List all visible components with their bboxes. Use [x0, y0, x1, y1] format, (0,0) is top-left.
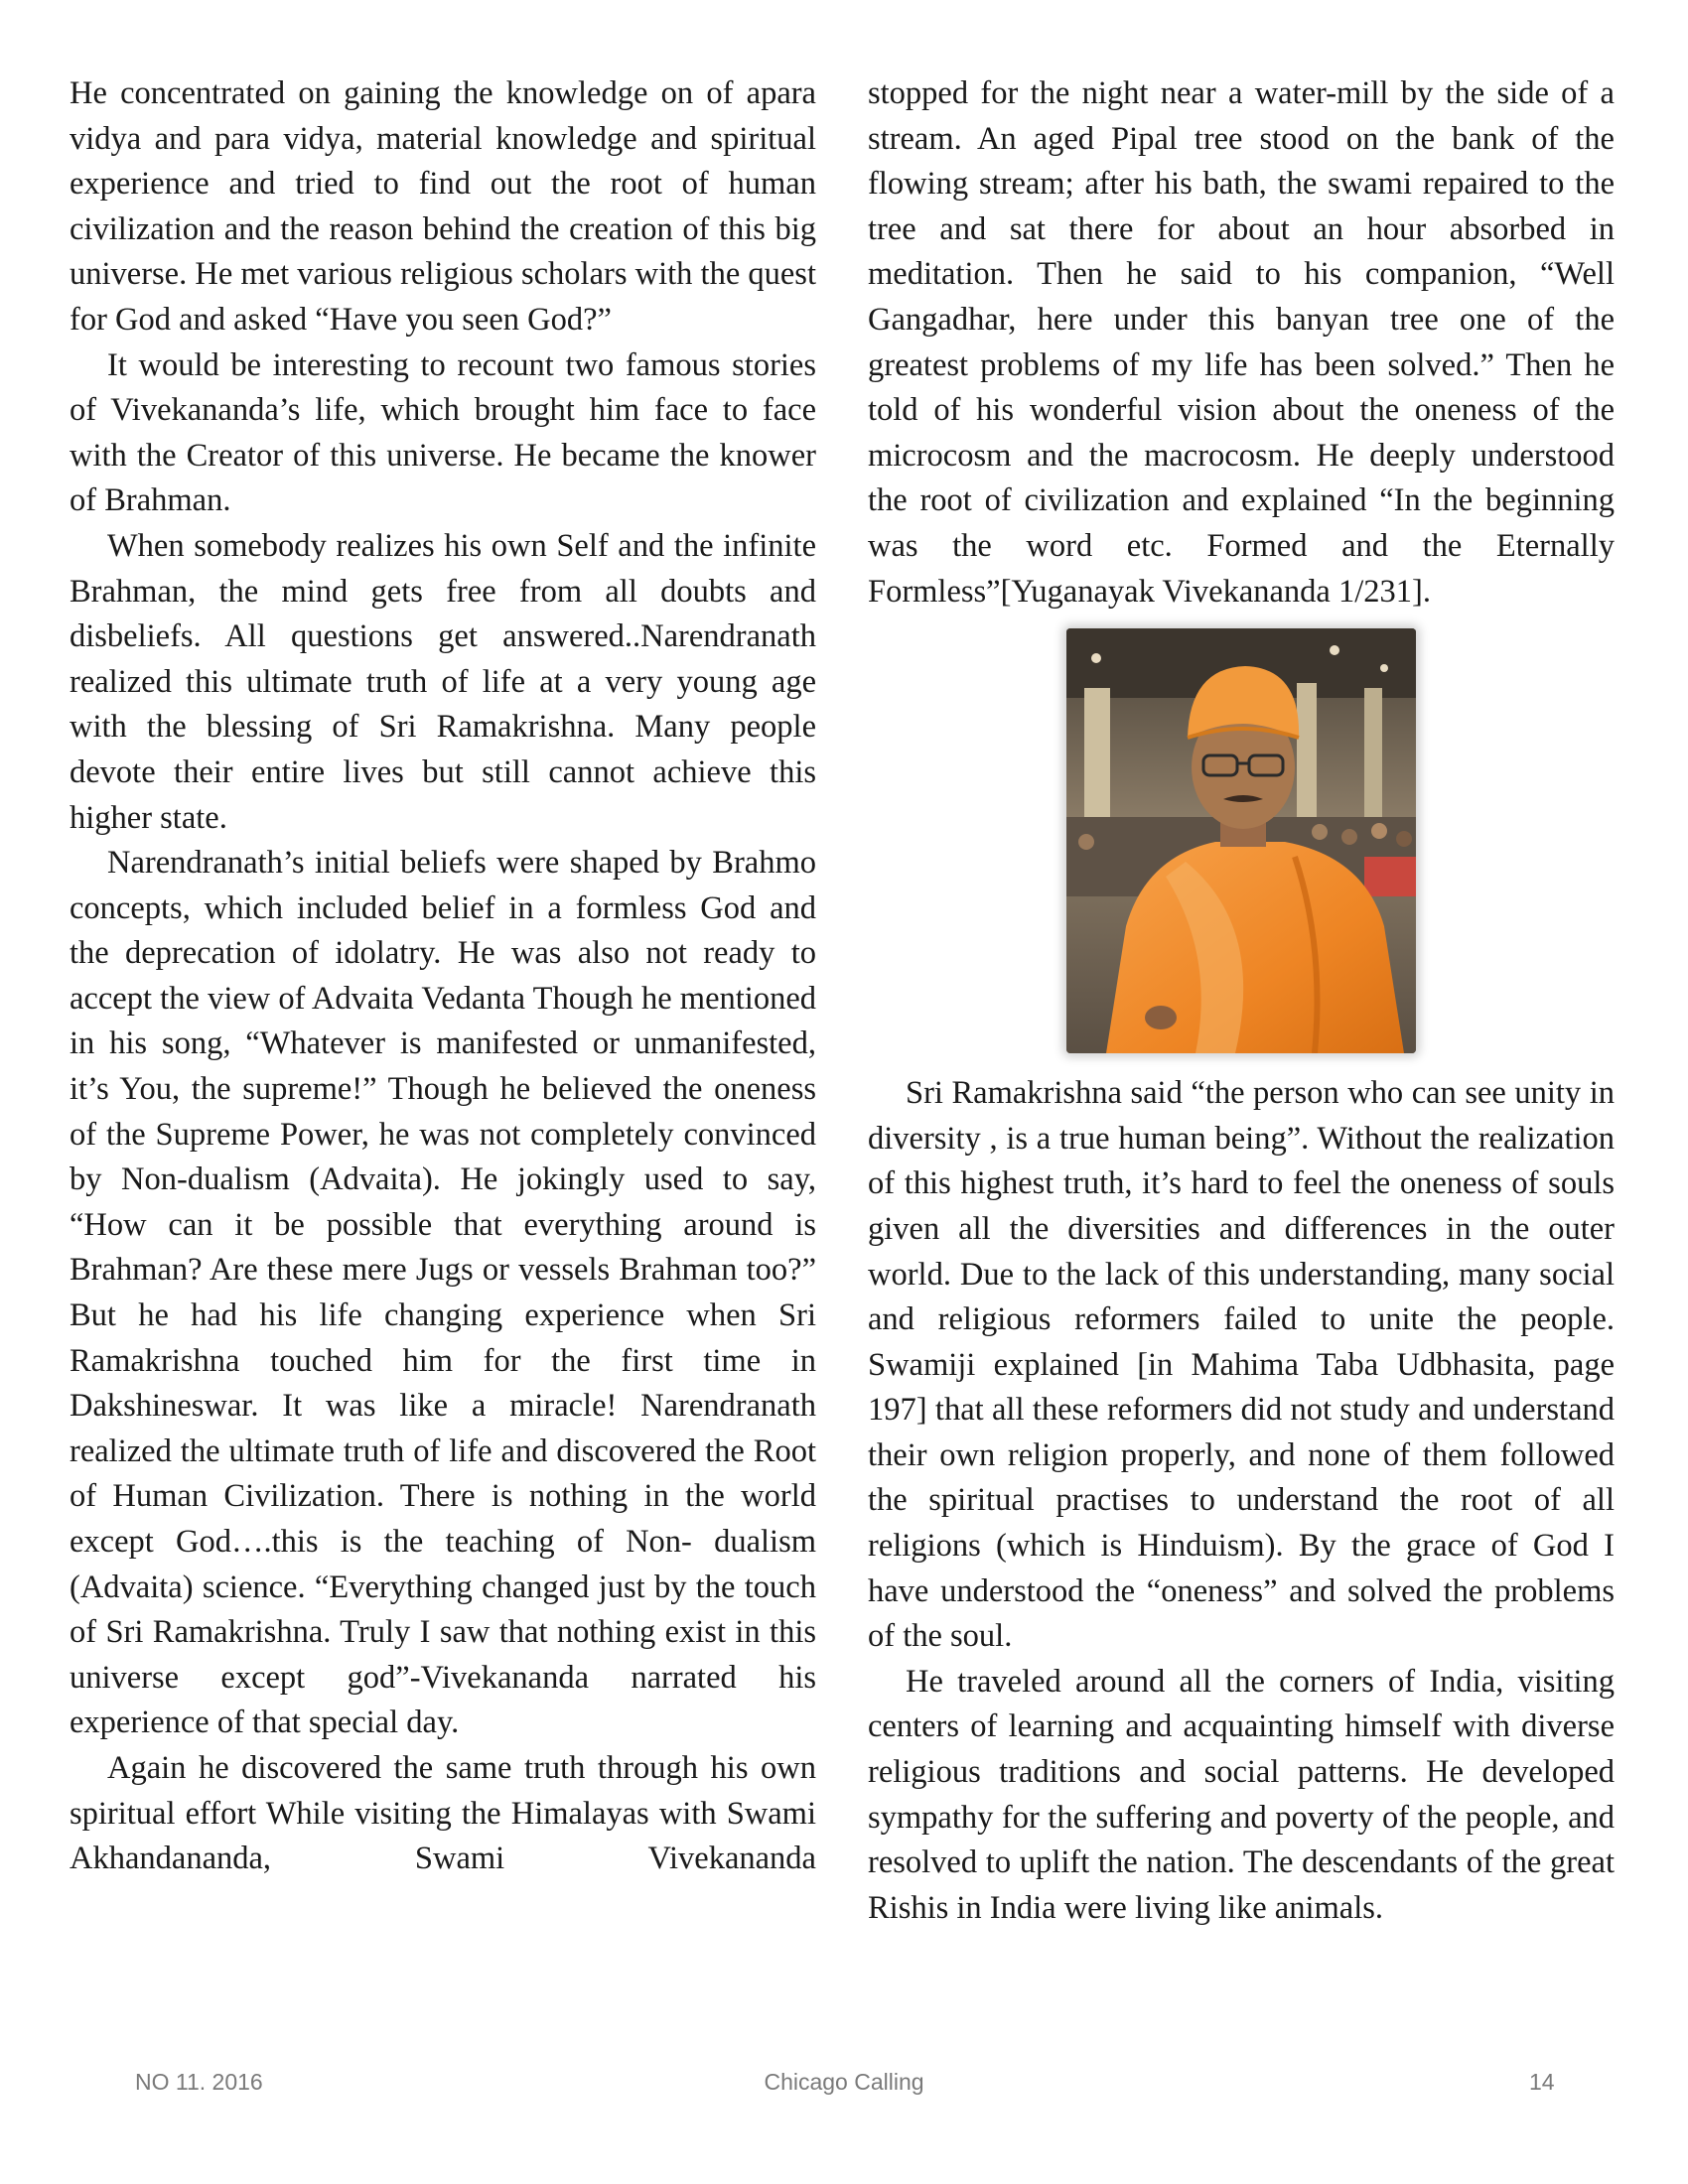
photo-illustration — [1066, 628, 1416, 1053]
paragraph: When somebody realizes his own Self and the infinite Brahman, the mind gets free from all doubts and disbeliefs. All questions get answered..Narendranath realized this ultimate truth of life at a very young age with the blessing of Sri Ramakrishna. Many people devote their entire lives but still cannot achieve this higher state. — [70, 527, 816, 836]
publication-name: Chicago Calling — [764, 2069, 924, 2095]
page-number: 14 — [1529, 2069, 1555, 2095]
paragraph: It would be interesting to recount two famous stories of Vivekananda’s life, which brought him face to face with the Creator of this universe. He became the knower of Brahman. — [70, 346, 816, 519]
paragraph: Narendranath’s initial beliefs were shaped by Brahmo concepts, which included belief in a formless God and the deprecation of idolatry. He was also not ready to accept the view of Advaita Vedanta Though he mentioned in his song, “Whatever is manifested or unmanifested, it’s You, the supreme!” Though he believed the oneness of the Supreme Power, he was not completely convinced by Non-dualism (Advaita). He jokingly used to say, “How can it be possible that everything around is Brahman? Are these mere Jugs or vessels Brahman too?” But he had his life changing experience when Sri Ramakrishna touched him for the first time in Dakshineswar. It was like a miracle! Narendranath realized the ultimate truth of life and discovered the Root of Human Civilization. There is nothing in the world except God….this is the teaching of Non- dualism (Advaita) science. “Everything changed just by the touch of Sri Ramakrishna. Truly I saw that nothing exist in this universe except god”-Vivekananda narrated his experience of that special day. — [70, 845, 816, 1741]
left-column — [70, 71, 816, 1882]
paragraph: He traveled around all the corners of India, visiting centers of learning and acquainting himself with diverse religious traditions and social patterns. He developed sympathy for the suffering and poverty of the people, and resolved to uplift the nation. The descendants of the great Rishis in India were living like animals. — [868, 1663, 1615, 1926]
right-column — [868, 71, 1615, 1931]
photo-container — [868, 614, 1615, 1071]
swami-photo — [1066, 628, 1416, 1053]
paragraph: stopped for the night near a water-mill by the side of a stream. An aged Pipal tree stood on the bank of the flowing stream; after his bath, the swami repaired to the tree and sat there for about an hour absorbed in meditation. Then he said to his companion, “Well Gangadhar, here under this banyan tree one of the greatest problems of my life has been solved.” Then he told of his wonderful vision about the oneness of the microcosm and the macrocosm. He deeply understood the root of civilization and explained “In the beginning was the word etc. Formed and the Eternally Formless”[Yuganayak Vivekananda 1/231]. — [868, 75, 1615, 610]
paragraph: He concentrated on gaining the knowledge on of apara vidya and para vidya, material knowledge and spiritual experience and tried to find out the root of human civilization and the reason behind the creation of this big universe. He met various religious scholars with the quest for God and asked “Have you seen God?” — [70, 75, 816, 338]
issue-label: NO 11. 2016 — [135, 2069, 263, 2095]
paragraph: Again he discovered the same truth through his own spiritual effort While visiting the Himalayas with Swami Akhandananda, Swami Vivekananda — [70, 1749, 816, 1877]
page-footer — [0, 2069, 1688, 2099]
paragraph: Sri Ramakrishna said “the person who can see unity in diversity , is a true human being”. Without the realization of this highest truth, it’s hard to feel the oneness of souls given all the diversities and differences in the outer world. Due to the lack of this understanding, many social and religious reformers failed to unite the people. Swamiji explained [in Mahima Taba Udbhasita, page 197] that all these reformers did not study and understand their own religion properly, and none of them followed the spiritual practises to understand the root of all religions (which is Hinduism). By the grace of God I have understood the “oneness” and solved the problems of the soul. — [868, 1075, 1615, 1655]
